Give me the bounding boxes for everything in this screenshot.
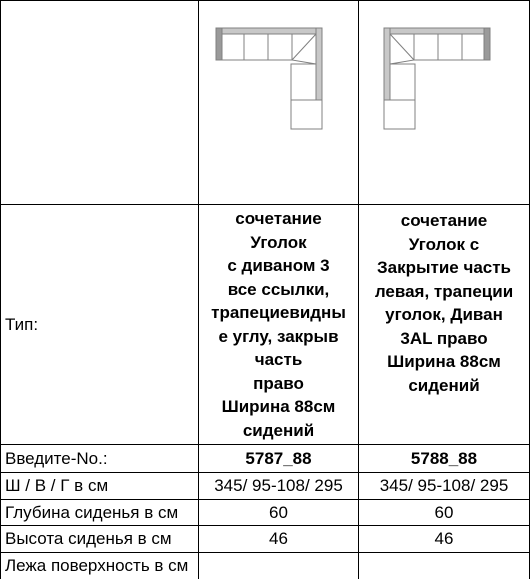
product-2-type-line: левая, трапеции — [374, 281, 514, 301]
product-1-type — [199, 205, 359, 445]
seat-height-row — [1, 526, 530, 553]
dimensions-row — [1, 473, 530, 500]
product-1-type-line: часть — [254, 350, 303, 369]
product-2-seat-height: 46 — [359, 526, 530, 553]
product-1-type-line: Ширина 88см — [221, 397, 336, 416]
product-2-type-line: Ширина 88см — [387, 352, 501, 371]
product-1-seat-depth: 60 — [199, 500, 359, 526]
product-1-type-line: с диваном 3 — [227, 256, 330, 275]
image-row-label-cell — [1, 1, 199, 205]
corner-sofa-left-diagram — [359, 1, 530, 205]
type-row — [1, 205, 530, 445]
product-2-type-line: Закрытие часть — [376, 258, 512, 277]
product-2-diagram-cell — [359, 1, 530, 205]
seat-depth-row — [1, 500, 530, 526]
enter-no-label: Введите-No.: — [1, 445, 199, 473]
product-1-dimensions: 345/ 95-108/ 295 — [199, 473, 359, 500]
lying-surface-row — [1, 553, 530, 579]
product-1-type-line: Уголок — [250, 232, 307, 252]
type-label: Тип: — [1, 205, 199, 445]
lying-surface-label: Лежа поверхность в см — [1, 553, 199, 579]
product-1-lying-surface — [199, 553, 359, 579]
product-2-dimensions: 345/ 95-108/ 295 — [359, 473, 530, 500]
product-2-type-line: 3AL право — [400, 328, 488, 348]
seat-height-label: Высота сиденья в см — [1, 526, 199, 553]
product-2-lying-surface — [359, 553, 530, 579]
product-2-type — [359, 205, 530, 445]
product-2-type-line: уголок, Диван — [385, 305, 503, 324]
number-row — [1, 445, 530, 473]
product-1-number: 5787_88 — [199, 445, 359, 473]
product-1-type-line: право — [253, 373, 304, 393]
product-1-type-line: е углу, закрыв — [218, 326, 339, 346]
product-1-seat-height: 46 — [199, 526, 359, 553]
corner-sofa-right-diagram — [199, 1, 359, 205]
image-row — [1, 1, 530, 205]
product-1-diagram-cell — [199, 1, 359, 205]
product-1-type-line: сочетание — [235, 209, 322, 228]
product-1-type-line: все ссылки, — [227, 279, 330, 299]
product-2-type-line: сидений — [408, 375, 480, 395]
seat-depth-label: Глубина сиденья в см — [1, 500, 199, 526]
product-2-type-line: сочетание — [400, 211, 488, 230]
product-2-seat-depth: 60 — [359, 500, 530, 526]
product-2-type-line: Уголок с — [408, 234, 480, 254]
product-1-type-line: сидений — [242, 420, 315, 440]
product-2-number: 5788_88 — [359, 445, 530, 473]
dimensions-label: Ш / В / Г в см — [1, 473, 199, 500]
product-1-type-line: трапециевидны — [211, 303, 346, 322]
